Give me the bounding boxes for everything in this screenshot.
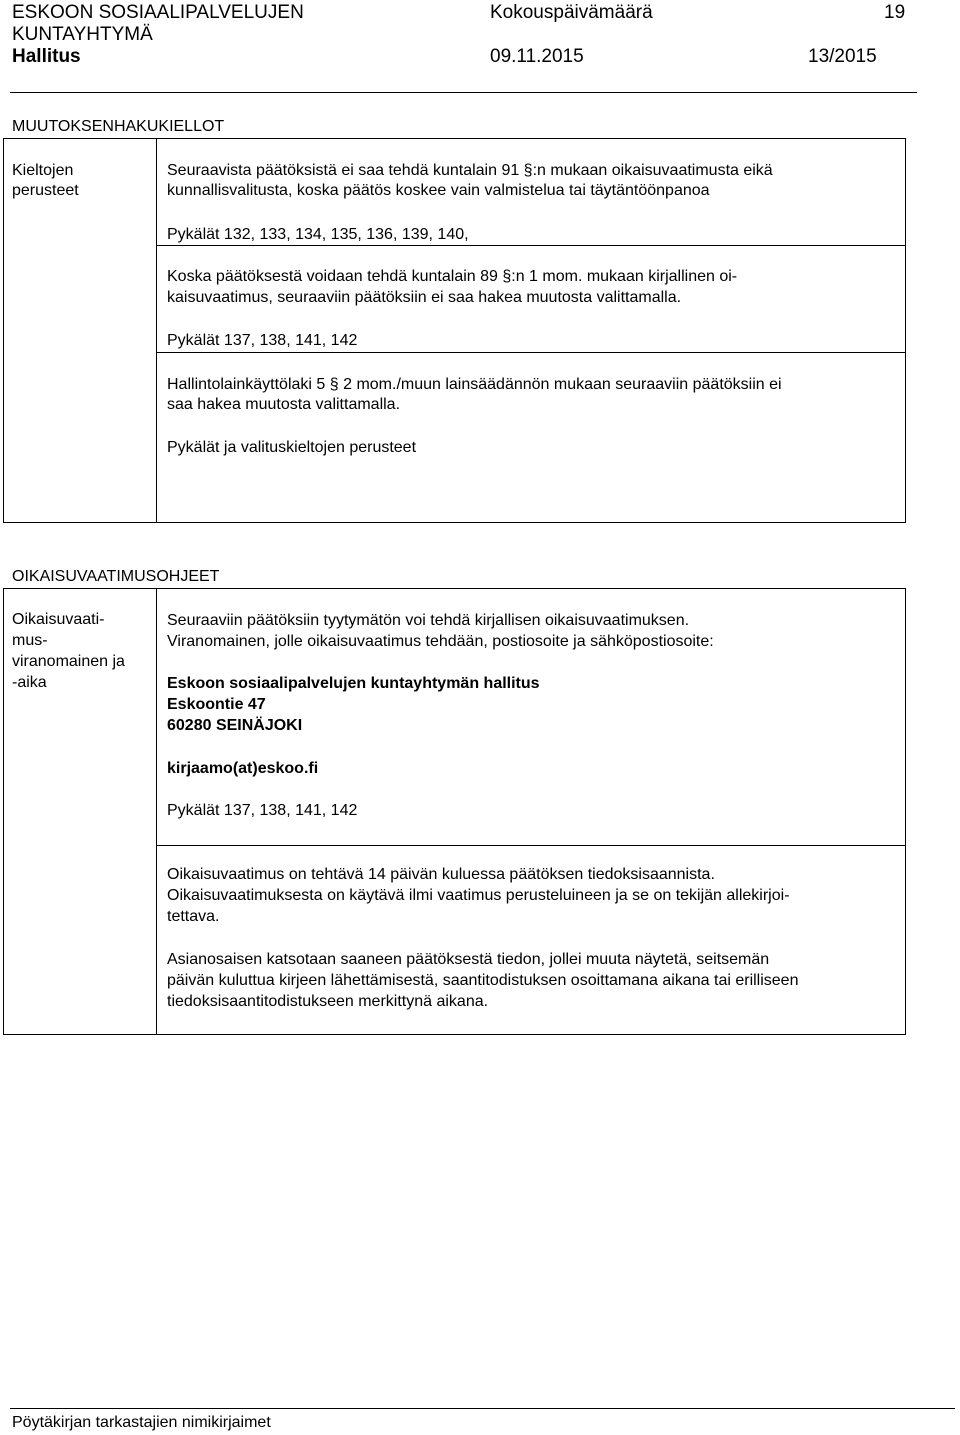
instructions-label-line4: -aika bbox=[12, 674, 47, 691]
instructions-label-line2: mus- bbox=[12, 632, 48, 649]
meeting-date: 09.11.2015 bbox=[490, 46, 584, 67]
instructions-intro-line2: Viranomainen, jolle oikaisuvaatimus tehdään, postiosoite ja sähköpostiosoite: bbox=[167, 633, 714, 650]
instructions-intro-line1: Seuraaviin päätöksiin tyytymätön voi tehdä kirjallisen oikaisuvaatimuksen. bbox=[167, 612, 690, 629]
appeal-instructions-column-divider bbox=[156, 588, 157, 1035]
restrictions-row2-text-line2: kaisuvaatimus, seuraaviin päätöksiin ei saa hakea muutosta valittamalla. bbox=[167, 289, 682, 306]
restrictions-row3-sections: Pykälät ja valituskieltojen perusteet bbox=[167, 439, 417, 456]
signature-initials-label: Pöytäkirjan tarkastajien nimikirjaimet bbox=[12, 1414, 271, 1431]
authority-email: kirjaamo(at)eskoo.fi bbox=[167, 760, 319, 777]
deadline-text-line2: Oikaisuvaatimuksesta on käytävä ilmi vaatimus perusteluineen ja se on tekijän allekirjoi- bbox=[167, 887, 790, 904]
notice-text-line1: Asianosaisen katsotaan saaneen päätöksestä tiedon, jollei muuta näytetä, seitsemän bbox=[167, 951, 770, 968]
instructions-sections: Pykälät 137, 138, 141, 142 bbox=[167, 802, 358, 819]
appeal-restrictions-column-divider bbox=[156, 138, 157, 523]
restrictions-row1-sections: Pykälät 132, 133, 134, 135, 136, 139, 140, bbox=[167, 226, 469, 243]
page-number: 19 bbox=[884, 2, 906, 23]
restrictions-label-line1: Kieltojen bbox=[12, 162, 74, 179]
notice-text-line3: tiedoksisaantitodistukseen merkittynä aikana. bbox=[167, 993, 489, 1010]
notice-text-line2: päivän kuluttua kirjeen lähettämisestä, saantitodistuksen osoittamana aikana tai erilliseen bbox=[167, 972, 799, 989]
deadline-text-line3: tettava. bbox=[167, 908, 220, 925]
instructions-label-line3: viranomainen ja bbox=[12, 653, 125, 670]
restrictions-row3-text-line1: Hallintolainkäyttölaki 5 § 2 mom./muun lainsäädännön mukaan seuraaviin päätöksiin ei bbox=[167, 376, 782, 393]
authority-name: Eskoon sosiaalipalvelujen kuntayhtymän hallitus bbox=[167, 675, 540, 692]
restrictions-row2-text-line1: Koska päätöksestä voidaan tehdä kuntalain 89 §:n 1 mom. mukaan kirjallinen oi- bbox=[167, 268, 738, 285]
minutes-number: 13/2015 bbox=[808, 46, 877, 67]
appeal-restrictions-row-divider-2 bbox=[156, 352, 906, 353]
restrictions-row2-sections: Pykälät 137, 138, 141, 142 bbox=[167, 332, 358, 349]
appeal-restrictions-title: MUUTOKSENHAKUKIELLOT bbox=[12, 118, 225, 135]
restrictions-row1-text-line1: Seuraavista päätöksistä ei saa tehdä kuntalain 91 §:n mukaan oikaisuvaatimusta eikä bbox=[167, 162, 773, 179]
deadline-text-line1: Oikaisuvaatimus on tehtävä 14 päivän kuluessa päätöksen tiedoksisaannista. bbox=[167, 866, 715, 883]
instructions-label-line1: Oikaisuvaati- bbox=[12, 611, 105, 628]
organization-name-line2: KUNTAYHTYMÄ bbox=[12, 24, 153, 45]
restrictions-label-line2: perusteet bbox=[12, 182, 79, 199]
authority-postal-address: 60280 SEINÄJOKI bbox=[167, 717, 303, 734]
meeting-date-label: Kokouspäivämäärä bbox=[490, 2, 653, 23]
restrictions-row1-text-line2: kunnallisvalitusta, koska päätös koskee vain valmistelua tai täytäntöönpanoa bbox=[167, 182, 710, 199]
authority-street-address: Eskoontie 47 bbox=[167, 696, 266, 713]
organization-name-line1: ESKOON SOSIAALIPALVELUJEN bbox=[12, 2, 304, 23]
appeal-instructions-title: OIKAISUVAATIMUSOHJEET bbox=[12, 568, 220, 585]
header-divider bbox=[10, 92, 917, 93]
appeal-instructions-row-divider bbox=[156, 845, 906, 846]
body-name: Hallitus bbox=[12, 46, 81, 67]
restrictions-row3-text-line2: saa hakea muutosta valittamalla. bbox=[167, 396, 401, 413]
footer-divider bbox=[10, 1408, 955, 1409]
